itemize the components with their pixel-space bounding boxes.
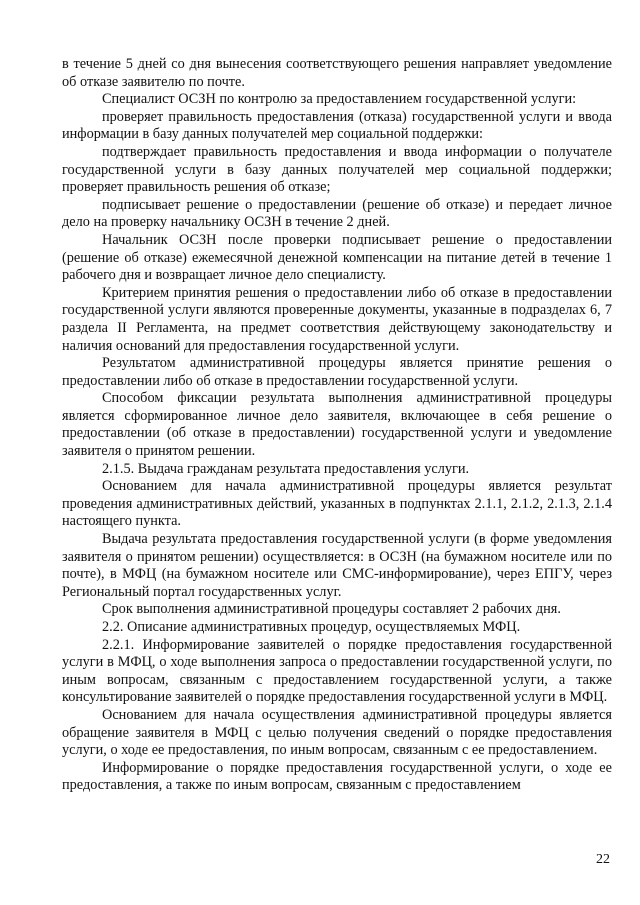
paragraph-11: Основанием для начала административной процедуры является результат проведения административных действий, указанных в подпунктах 2.1.1, 2.1.2, 2.1.3, 2.1.4 настоящего пункта. (62, 478, 612, 530)
paragraph-12: Выдача результата предоставления государственной услуги (в форме уведомления заявителя о принятом решении) осуществляется: в ОСЗН (на бумажном носителе или по почте), в МФЦ (на бумажном носителе или СМС-информирование), через ЕПГУ, через Региональный портал государственных услуг. (62, 531, 612, 600)
paragraph-13: Срок выполнения административной процедуры составляет 2 рабочих дня. (102, 601, 561, 618)
paragraph-15: 2.2.1. Информирование заявителей о порядке предоставления государственной услуги в МФЦ, о ходе выполнения запроса о предоставлении государственной услуги, по иным вопросам, связанным с предоставлением государственной услуги, а также консультирование заявителей о порядке предоставления государственной услуги в МФЦ. (62, 636, 612, 706)
paragraph-3: проверяет правильность предоставления (отказа) государственной услуги и ввода информации в базу данных получателей мер социальной поддержки: (62, 108, 612, 143)
paragraph-10: 2.1.5. Выдача гражданам результата предоставления услуги. (102, 460, 470, 477)
paragraph-16: Основанием для начала осуществления административной процедуры является обращение заявителя в МФЦ с целью получения сведений о порядке предоставления услуги, о ходе ее предоставления, по иным вопросам, связанным с ее предоставлением. (62, 706, 612, 759)
paragraph-7: Критерием принятия решения о предоставлении либо об отказе в предоставлении государственной услуги являются проверенные документы, указанные в подразделах 6, 7 раздела II Регламента, на предмет соответствия действующему законодательству и наличия оснований для предоставления государственной услуги. (62, 284, 612, 354)
paragraph-8: Результатом административной процедуры является принятие решения о предоставлении либо об отказе в предоставлении государственной услуги. (62, 355, 612, 389)
document-body (62, 56, 612, 795)
paragraph-17: Информирование о порядке предоставления государственной услуги, о ходе ее предоставления, а также по иным вопросам, связанным с предоставлением (62, 759, 612, 794)
page-number: 22 (596, 852, 610, 867)
paragraph-4: подтверждает правильность предоставления и ввода информации о получателе государственной услуги в базу данных получателей мер социальной поддержки; проверяет правильность решения об отказе; (62, 143, 612, 196)
paragraph-1: в течение 5 дней со дня вынесения соответствующего решения направляет уведомление об отказе заявителю по почте. (62, 56, 612, 90)
paragraph-14: 2.2. Описание административных процедур, осуществляемых МФЦ. (102, 619, 521, 635)
paragraph-9: Способом фиксации результата выполнения административной процедуры является сформированное личное дело заявителя, включающее в себя решение о предоставлении (об отказе в предоставлении) государственной услуги и уведомление заявителя о принятом решении. (62, 390, 612, 460)
paragraph-5: подписывает решение о предоставлении (решение об отказе) и передает личное дело на проверку начальнику ОСЗН в течение 2 дней. (62, 196, 612, 231)
paragraph-2: Специалист ОСЗН по контролю за предоставлением государственной услуги: (102, 91, 577, 108)
paragraph-6: Начальник ОСЗН после проверки подписывает решение о предоставлении (решение об отказе) ежемесячной денежной компенсации на питание детей в течение 1 рабочего дня и возвращает личное дело специалисту. (62, 231, 612, 284)
